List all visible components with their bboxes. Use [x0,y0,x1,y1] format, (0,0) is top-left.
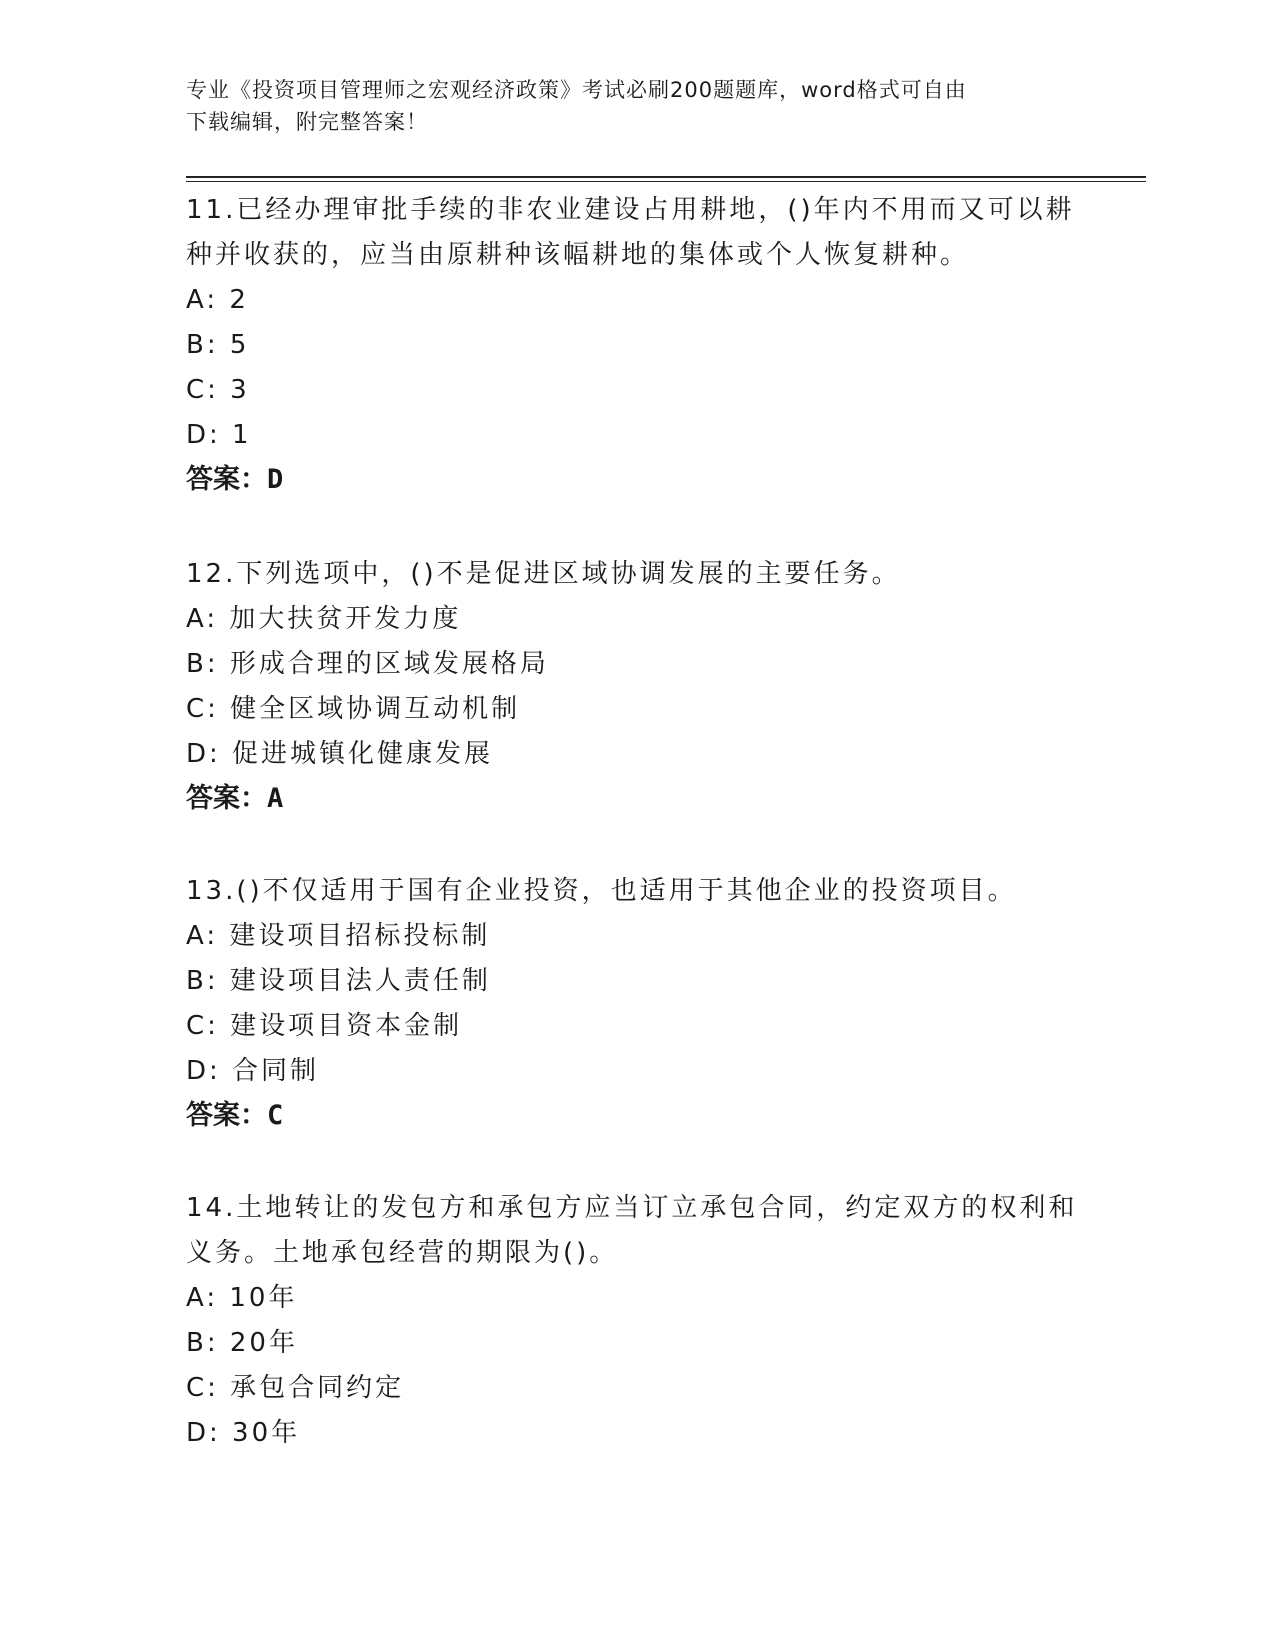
option-c: C: 3 [186,375,250,405]
question-11 [186,188,1086,502]
question-13 [186,869,1086,1138]
header-line-2: 下载编辑，附完整答案！ [186,110,428,134]
question-stem: 12.下列选项中，()不是促进区域协调发展的主要任务。 [186,559,901,589]
option-c: C: 建设项目资本金制 [186,1011,463,1041]
option-b: B: 20年 [186,1328,298,1358]
option-c: C: 健全区域协调互动机制 [186,694,521,724]
question-12 [186,552,1086,821]
option-c: C: 承包合同约定 [186,1373,405,1403]
option-d: D: 合同制 [186,1056,320,1086]
option-a: A: 加大扶贫开发力度 [186,604,462,634]
question-stem: 13.()不仅适用于国有企业投资，也适用于其他企业的投资项目。 [186,876,1017,906]
document-header [186,74,1086,138]
option-b: B: 建设项目法人责任制 [186,966,491,996]
option-a: A: 2 [186,285,249,315]
option-b: B: 5 [186,330,250,360]
header-line-1: 专业《投资项目管理师之宏观经济政策》考试必刷200题题库，word格式可自由 [186,78,967,102]
answer-label: 答案：C [186,1100,284,1131]
option-a: A: 10年 [186,1283,298,1313]
question-stem: 11.已经办理审批手续的非农业建设占用耕地，()年内不用而又可以耕种并收获的，应当由原耕种该幅耕地的集体或个人恢复耕种。 [186,195,1075,270]
option-d: D: 30年 [186,1418,301,1448]
answer-label: 答案：D [186,464,284,495]
option-d: D: 促进城镇化健康发展 [186,739,494,769]
header-divider-thin [186,181,1146,182]
header-divider-thick [186,176,1146,178]
question-14 [186,1186,1086,1456]
question-stem: 14.土地转让的发包方和承包方应当订立承包合同，约定双方的权利和义务。土地承包经营的期限为()。 [186,1193,1078,1268]
option-a: A: 建设项目招标投标制 [186,921,491,951]
option-d: D: 1 [186,420,252,450]
option-b: B: 形成合理的区域发展格局 [186,649,549,679]
answer-label: 答案：A [186,783,284,814]
